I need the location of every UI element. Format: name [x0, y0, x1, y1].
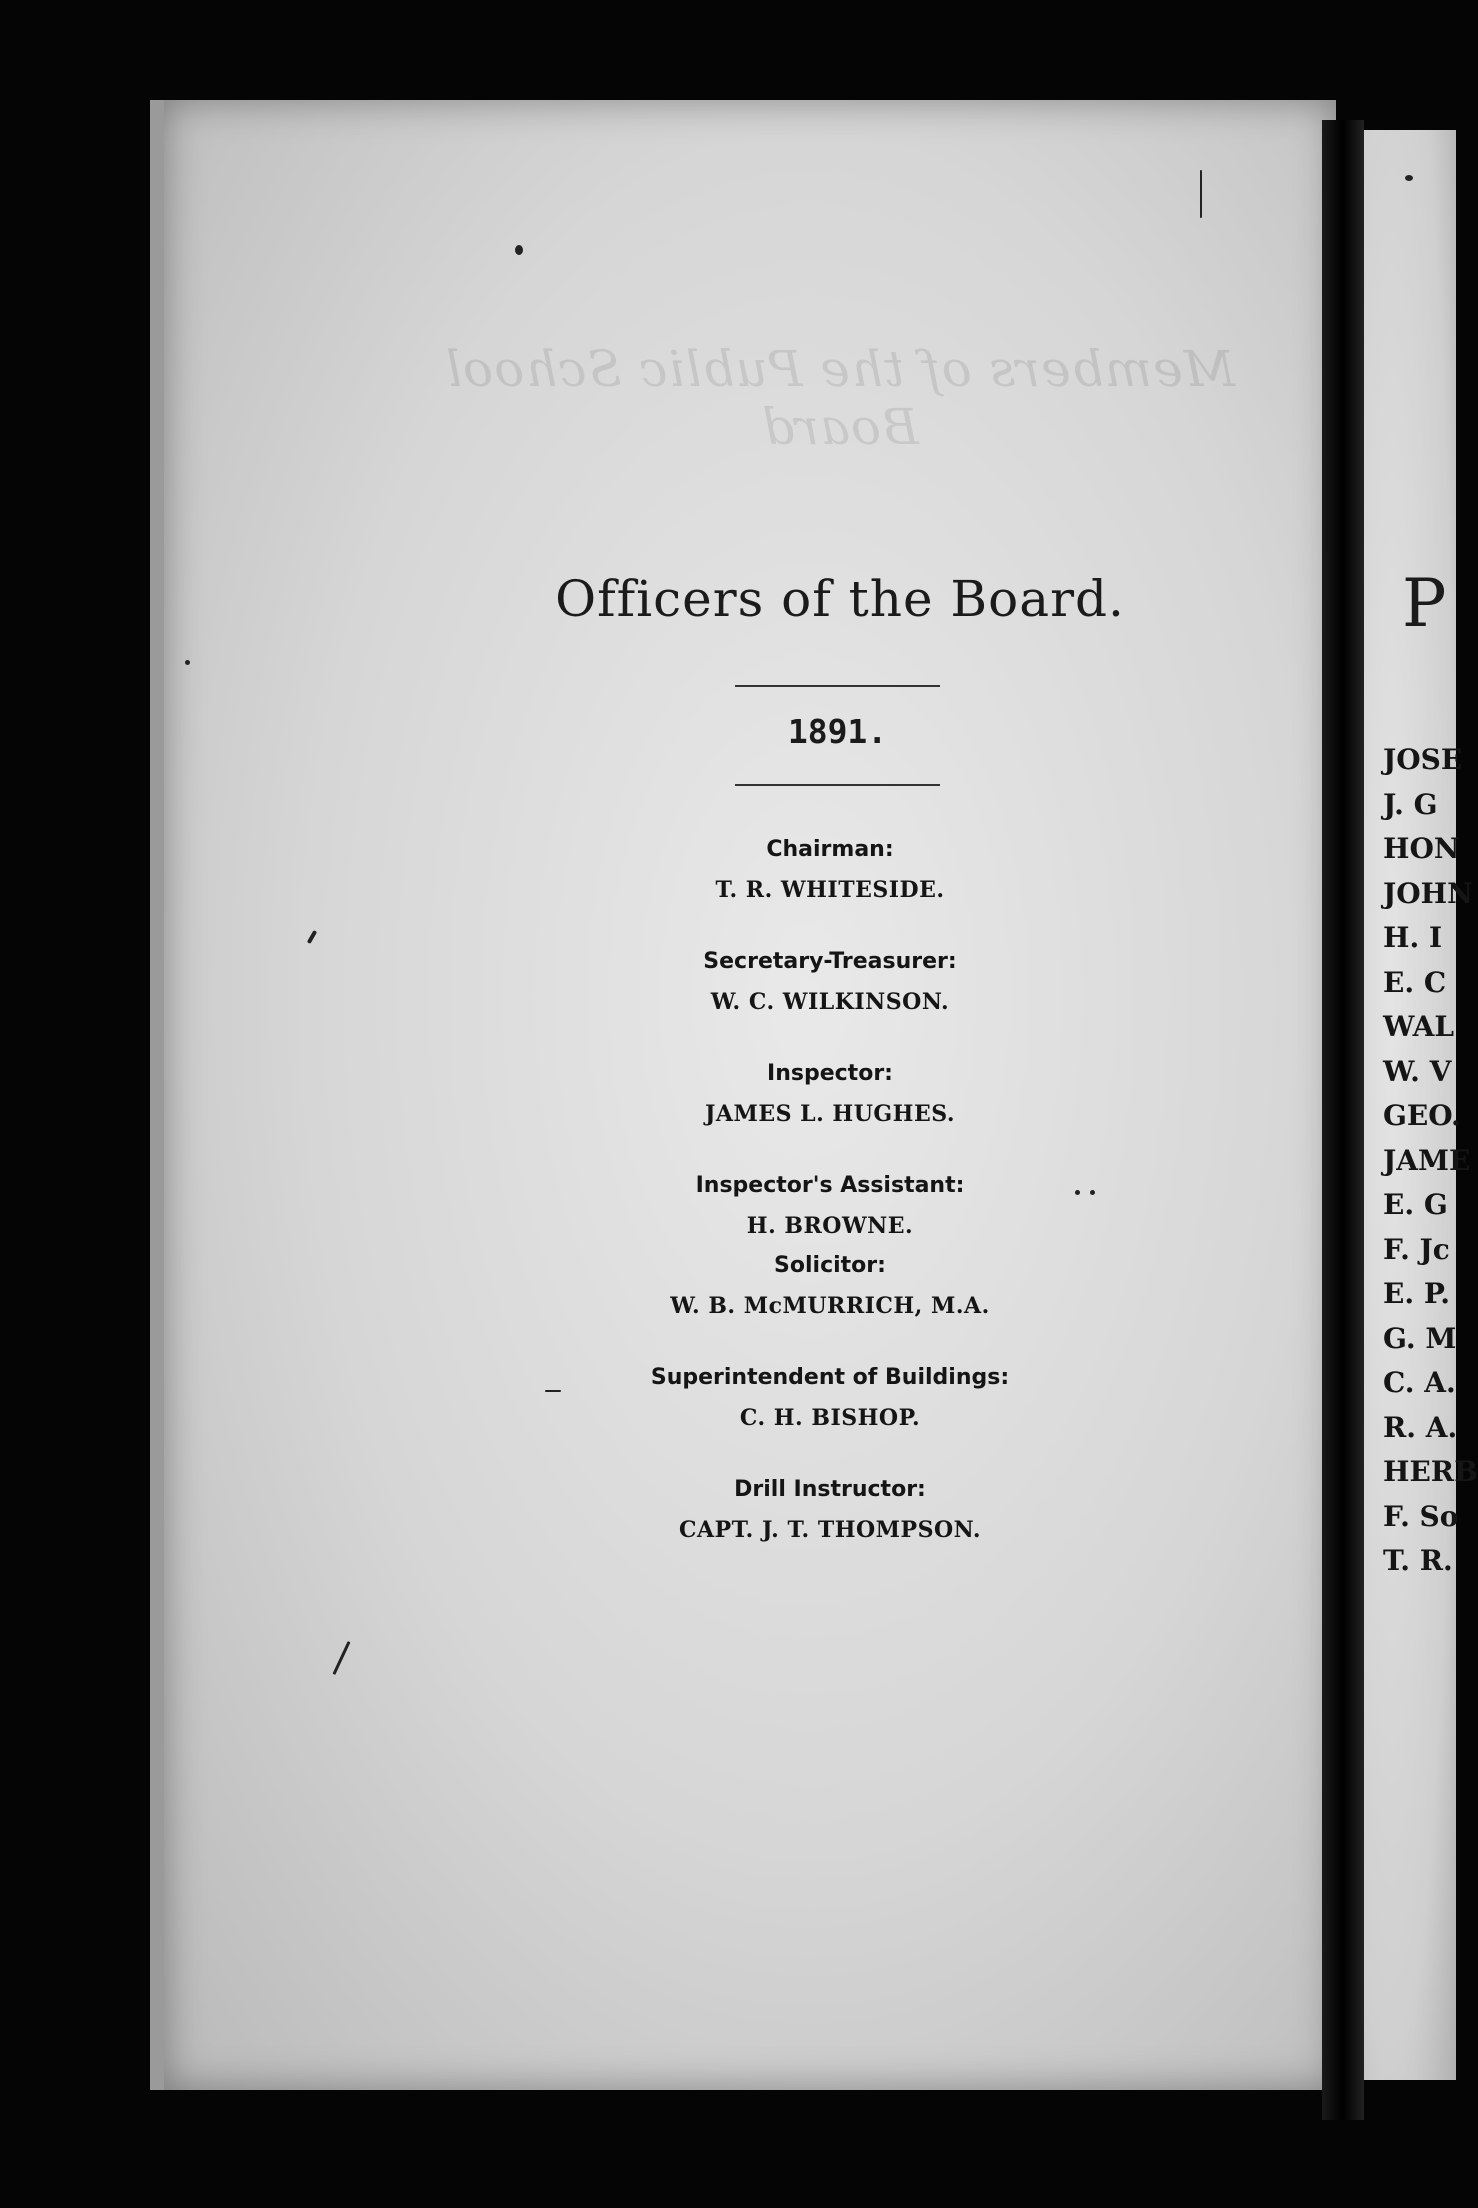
dust-speck [515, 245, 523, 255]
name-fragment: WAL [1383, 1010, 1455, 1043]
office-holder: T. R. WHITESIDE. [715, 877, 945, 903]
officer-entry [560, 942, 1100, 1022]
divider-rule-bottom [735, 784, 940, 786]
dust-speck [185, 660, 190, 665]
officer-entry [560, 1054, 1100, 1134]
name-fragment: R. A. [1383, 1410, 1458, 1444]
officer-entry [560, 1470, 1100, 1550]
dust-speck [545, 1390, 561, 1392]
divider-rule-top [735, 685, 940, 687]
name-fragment: JOHN [1383, 876, 1473, 910]
office-title: Chairman: [766, 837, 894, 862]
officer-entry [560, 1358, 1100, 1438]
dust-speck [1075, 1190, 1080, 1195]
officers-list [560, 830, 1100, 1582]
name-fragment: H. I [1383, 921, 1443, 954]
name-fragment: J. G [1383, 787, 1438, 821]
name-fragment: F. So [1383, 1499, 1459, 1533]
office-title: Superintendent of Buildings: [650, 1365, 1010, 1390]
page-heading: Officers of the Board. [555, 570, 1125, 628]
office-title: Secretary-Treasurer: [703, 949, 957, 974]
office-holder: CAPT. J. T. THOMPSON. [679, 1517, 981, 1543]
office-title: Solicitor: [774, 1253, 886, 1278]
name-fragment: JAME [1383, 1143, 1471, 1177]
name-fragment: HON [1383, 832, 1460, 865]
officer-entry [560, 1166, 1100, 1246]
name-fragment: HERB [1383, 1455, 1478, 1488]
name-fragment: C. A. [1383, 1366, 1456, 1399]
office-holder: H. BROWNE. [746, 1213, 914, 1239]
office-holder: C. H. BISHOP. [739, 1405, 921, 1431]
name-fragment: F. Jc [1383, 1232, 1450, 1266]
dust-speck [1200, 170, 1202, 218]
officer-entry [560, 830, 1100, 910]
office-holder: W. B. McMURRICH, M.A. [670, 1293, 990, 1319]
office-title: Drill Instructor: [734, 1477, 926, 1502]
book-gutter [1322, 120, 1364, 2120]
right-page-names [1383, 738, 1478, 1584]
right-page-heading-fragment: P [1402, 565, 1447, 642]
name-fragment: E. P. [1383, 1277, 1451, 1310]
name-fragment: T. R. [1383, 1544, 1453, 1577]
office-holder: W. C. WILKINSON. [710, 989, 950, 1015]
office-title: Inspector's Assistant: [695, 1173, 965, 1198]
name-fragment: JOSE [1383, 743, 1463, 776]
name-fragment: W. V [1383, 1054, 1452, 1088]
office-title: Inspector: [767, 1061, 893, 1086]
bleed-through-title: Members of the Public School Board [445, 340, 1235, 456]
name-fragment: E. C [1383, 965, 1447, 999]
dust-speck [1405, 175, 1413, 181]
name-fragment: GEO. [1383, 1099, 1461, 1132]
name-fragment: G. M [1383, 1321, 1457, 1355]
dust-speck [1090, 1190, 1095, 1195]
office-holder: JAMES L. HUGHES. [704, 1101, 955, 1127]
year-label: 1891. [787, 712, 888, 751]
officer-entry [560, 1246, 1100, 1326]
name-fragment: E. G [1383, 1188, 1448, 1221]
